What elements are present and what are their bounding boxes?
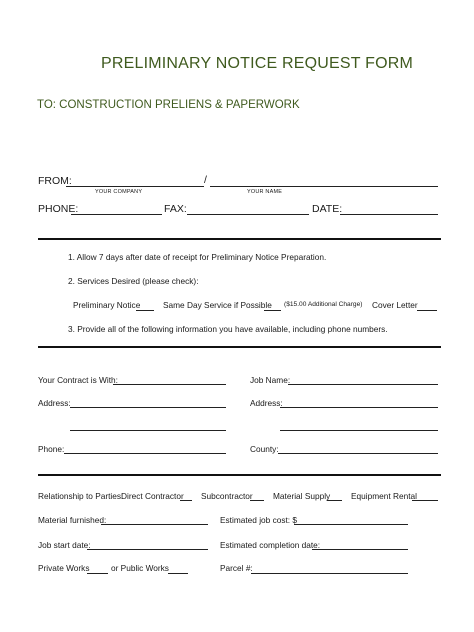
cover-letter-option: Cover Letter <box>372 300 418 310</box>
section-divider-lower <box>38 474 441 476</box>
phone-contact-field[interactable] <box>64 453 226 454</box>
same-day-option: Same Day Service if Possible <box>163 300 272 310</box>
county-label: County: <box>250 444 279 454</box>
preliminary-notice-option: Preliminary Notice <box>73 300 141 310</box>
material-supply-option: Material Supply <box>273 491 331 501</box>
job-name-label: Job Name: <box>250 375 291 385</box>
completion-date-field[interactable] <box>312 549 408 550</box>
subcontractor-check[interactable] <box>250 500 264 501</box>
address-left-field[interactable] <box>70 407 226 408</box>
estimated-cost-field[interactable] <box>294 524 408 525</box>
private-works-option: Private Works <box>38 563 90 573</box>
address-right-line-2[interactable] <box>280 430 438 431</box>
section-divider-middle <box>38 346 441 348</box>
phone-label: PHONE: <box>38 203 79 215</box>
fax-label: FAX: <box>164 203 187 215</box>
subcontractor-option: Subcontractor <box>201 491 253 501</box>
county-field[interactable] <box>278 453 438 454</box>
phone-field[interactable] <box>71 214 162 215</box>
date-field[interactable] <box>340 214 438 215</box>
direct-contractor-option: Direct Contractor <box>121 491 184 501</box>
address-right-field[interactable] <box>280 407 438 408</box>
same-day-check[interactable] <box>264 310 281 311</box>
relationship-label: Relationship to Parties: <box>38 491 124 501</box>
material-supply-check[interactable] <box>327 500 342 501</box>
form-title: PRELIMINARY NOTICE REQUEST FORM <box>101 55 414 72</box>
company-caption: YOUR COMPANY <box>95 189 143 195</box>
completion-date-label: Estimated completion date: <box>220 540 321 550</box>
address-right-label: Address: <box>250 398 283 408</box>
name-caption: YOUR NAME <box>247 189 283 195</box>
recipient-line: TO: CONSTRUCTION PRELIENS & PAPERWORK <box>37 99 300 111</box>
job-name-field[interactable] <box>288 384 438 385</box>
parcel-field[interactable] <box>251 573 408 574</box>
contract-with-label: Your Contract is With: <box>38 375 118 385</box>
instruction-2: 2. Services Desired (please check): <box>68 276 199 286</box>
public-works-check[interactable] <box>168 573 188 574</box>
equipment-rental-option: Equipment Rental <box>351 491 417 501</box>
instruction-3: 3. Provide all of the following information you have available, including phone numbers. <box>68 324 388 334</box>
equipment-rental-check[interactable] <box>412 500 438 501</box>
name-field[interactable] <box>210 186 438 187</box>
address-left-label: Address: <box>38 398 71 408</box>
public-works-option: or Public Works <box>111 563 169 573</box>
direct-contractor-check[interactable] <box>180 500 192 501</box>
address-left-line-2[interactable] <box>70 430 226 431</box>
company-field[interactable] <box>66 186 204 187</box>
cover-letter-check[interactable] <box>417 310 437 311</box>
phone-contact-label: Phone: <box>38 444 65 454</box>
fax-field[interactable] <box>187 214 309 215</box>
estimated-cost-label: Estimated job cost: $ <box>220 515 298 525</box>
job-start-field[interactable] <box>87 549 208 550</box>
same-day-cost: ($15.00 Additional Charge) <box>284 301 363 308</box>
from-label: FROM: <box>38 175 72 187</box>
instruction-1: 1. Allow 7 days after date of receipt for Preliminary Notice Preparation. <box>68 252 327 262</box>
material-furnished-label: Material furnished: <box>38 515 107 525</box>
parcel-label: Parcel #: <box>220 563 253 573</box>
section-divider-top <box>38 238 441 240</box>
material-furnished-field[interactable] <box>101 524 208 525</box>
date-label: DATE: <box>312 203 343 215</box>
preliminary-notice-check[interactable] <box>136 310 154 311</box>
job-start-label: Job start date: <box>38 540 91 550</box>
private-works-check[interactable] <box>87 573 108 574</box>
contract-with-field[interactable] <box>113 384 226 385</box>
from-slash: / <box>204 174 207 186</box>
